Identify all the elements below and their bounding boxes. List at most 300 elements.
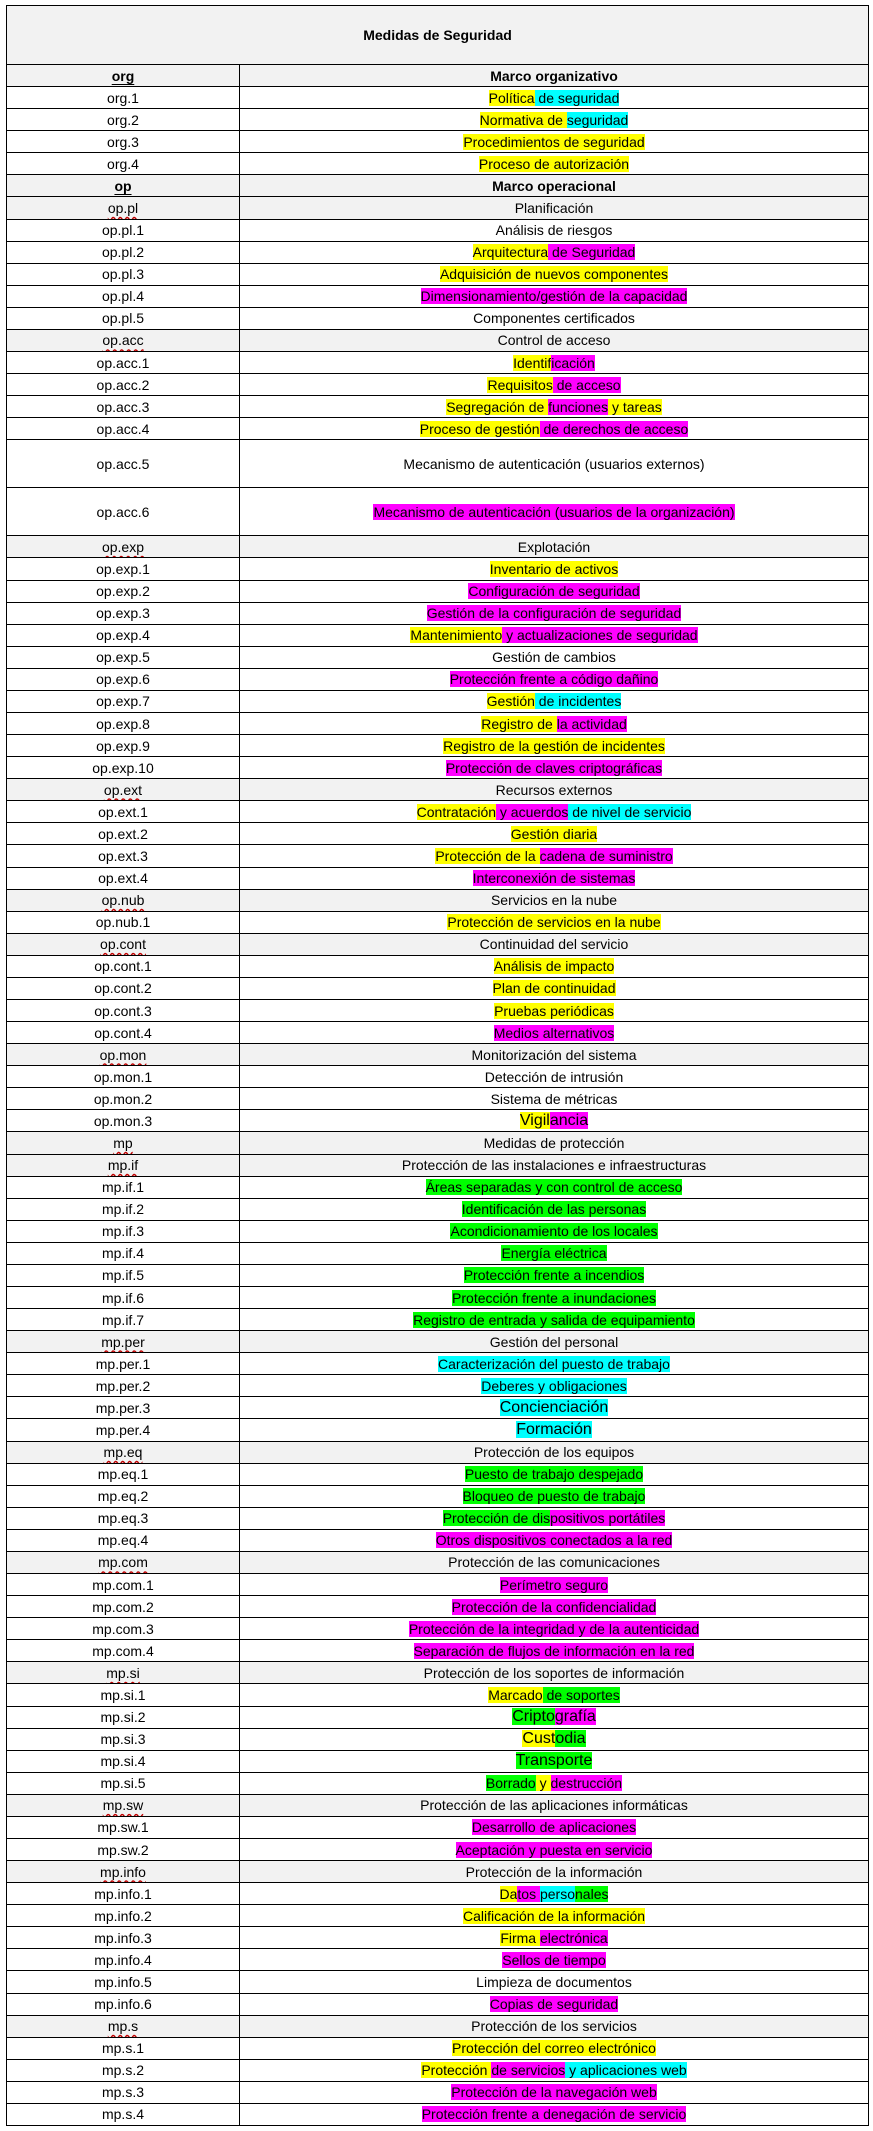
label-segment: y tareas (608, 398, 662, 415)
label-segment: Detección de intrusión (484, 1068, 624, 1085)
measure-code: op.pl.5 (7, 307, 240, 329)
measure-code: op.exp.7 (7, 690, 240, 712)
group-row (7, 1331, 869, 1353)
label-segment: Protección de la confidencialidad (451, 1598, 657, 1615)
measure-label (240, 955, 869, 977)
measure-code: mp.eq (7, 1441, 240, 1463)
label-segment: destrucción (550, 1775, 623, 1792)
measure-code: op.pl.2 (7, 241, 240, 263)
label-segment: Limpieza de documentos (476, 1973, 632, 1990)
label-segment: Continuidad del servicio (479, 936, 629, 953)
measure-row (7, 580, 869, 602)
measure-label (240, 1574, 869, 1596)
group-row (7, 1044, 869, 1066)
measure-code: mp.com.1 (7, 1574, 240, 1596)
measure-row (7, 1927, 869, 1949)
label-segment: Procedimientos de seguridad (463, 133, 645, 150)
measure-row (7, 1618, 869, 1640)
label-segment: Segregación de (446, 398, 549, 415)
measure-label (240, 1728, 869, 1750)
measure-label (240, 757, 869, 779)
label-segment: Registro de entrada y salida de equipamiento (413, 1311, 695, 1328)
measure-row (7, 1772, 869, 1794)
measure-code: mp.info.5 (7, 1971, 240, 1993)
label-segment: Protección de claves criptográficas (445, 759, 663, 776)
label-segment: Cripto (512, 1708, 555, 1726)
measure-label (240, 197, 869, 219)
measure-label (240, 1066, 869, 1088)
measure-code: mp.com.3 (7, 1618, 240, 1640)
label-segment: Calificación de la información (462, 1907, 646, 1924)
label-segment: electrónica (539, 1929, 608, 1946)
measure-row (7, 668, 869, 690)
measure-row (7, 1353, 869, 1375)
label-segment: Identif (513, 354, 552, 371)
label-segment: Configuración de seguridad (468, 583, 640, 600)
label-segment: Borrado (485, 1775, 536, 1792)
group-row (7, 1132, 869, 1154)
measure-code: mp.per (7, 1331, 240, 1353)
measure-label (240, 1706, 869, 1728)
measure-label (240, 1662, 869, 1684)
label-segment: de servicios (491, 2062, 566, 2079)
measure-code: mp.if (7, 1154, 240, 1176)
measure-label (240, 1485, 869, 1507)
label-segment: Formación (516, 1421, 592, 1439)
measure-row (7, 1242, 869, 1264)
measure-code: op.nub.1 (7, 911, 240, 933)
measure-code: op.ext.2 (7, 823, 240, 845)
measure-label (240, 1397, 869, 1419)
label-segment: Gestión de cambios (492, 649, 616, 666)
measure-row (7, 1684, 869, 1706)
measure-label (240, 668, 869, 690)
measure-row (7, 558, 869, 580)
measure-code: mp.s (7, 2015, 240, 2037)
security-measures-table (6, 5, 869, 2126)
group-row (7, 889, 869, 911)
measure-row (7, 1375, 869, 1397)
label-segment: de derechos de acceso (539, 420, 689, 437)
label-segment: Transporte (515, 1752, 593, 1770)
measure-row (7, 602, 869, 624)
measure-code: org.1 (7, 87, 240, 109)
measure-label (240, 1353, 869, 1375)
label-segment: Protección de dis (442, 1510, 551, 1527)
label-segment: tos (517, 1885, 540, 1902)
label-segment: Adquisición de nuevos componentes (439, 266, 669, 283)
group-row (7, 1441, 869, 1463)
measure-code: op.exp (7, 536, 240, 558)
measure-code: mp.eq.1 (7, 1463, 240, 1485)
measure-label (240, 1309, 869, 1331)
label-segment: Proceso de gestión (419, 420, 540, 437)
measure-code: mp.s.4 (7, 2103, 240, 2125)
measure-label (240, 1750, 869, 1772)
label-segment: Protección de la información (465, 1863, 643, 1880)
measure-code: op.acc (7, 329, 240, 351)
label-segment: nales (575, 1885, 609, 1902)
measure-label (240, 536, 869, 558)
measure-code: op.cont.4 (7, 1022, 240, 1044)
label-segment: Marco organizativo (490, 67, 618, 84)
title-row (7, 6, 869, 65)
measure-code: mp.info.1 (7, 1883, 240, 1905)
measure-code: op.cont.1 (7, 955, 240, 977)
measure-code: mp (7, 1132, 240, 1154)
measure-row (7, 1088, 869, 1110)
label-segment: de seguridad (534, 89, 620, 106)
measure-code: op.exp.10 (7, 757, 240, 779)
label-segment: Cust (522, 1730, 556, 1748)
measure-code: mp.si.3 (7, 1728, 240, 1750)
label-segment: Copias de seguridad (489, 1996, 619, 2013)
measure-label (240, 911, 869, 933)
measure-label (240, 2059, 869, 2081)
measure-code: op.mon.2 (7, 1088, 240, 1110)
measure-label (240, 977, 869, 999)
label-segment: Marco operacional (492, 177, 616, 194)
measure-row (7, 1397, 869, 1419)
measure-code: op.acc.2 (7, 374, 240, 396)
label-segment: Energía eléctrica (501, 1245, 607, 1262)
measure-code: op.acc.1 (7, 352, 240, 374)
measure-row (7, 1485, 869, 1507)
measure-label (240, 624, 869, 646)
measure-code: mp.if.7 (7, 1309, 240, 1331)
measure-row (7, 977, 869, 999)
label-segment: Planificación (514, 200, 594, 216)
measure-row (7, 109, 869, 131)
label-segment: Componentes certificados (473, 310, 635, 327)
label-segment: Pruebas periódicas (494, 1002, 614, 1019)
label-segment: Protección de la (435, 847, 540, 864)
measure-row (7, 396, 869, 418)
measure-code: op.pl (7, 197, 240, 219)
measure-label (240, 352, 869, 374)
measure-label (240, 801, 869, 823)
measure-code: op.pl.4 (7, 285, 240, 307)
measure-label (240, 1463, 869, 1485)
measure-code: op.mon.1 (7, 1066, 240, 1088)
measure-row (7, 1220, 869, 1242)
label-segment: Protección de servicios en la nube (447, 914, 661, 931)
measure-label (240, 1883, 869, 1905)
measure-label (240, 1375, 869, 1397)
measure-label (240, 307, 869, 329)
measure-code: mp.si.4 (7, 1750, 240, 1772)
measure-label (240, 2037, 869, 2059)
label-segment: Análisis de riesgos (495, 222, 613, 239)
measure-code: op.pl.3 (7, 263, 240, 285)
label-segment: Áreas separadas y con control de acceso (425, 1179, 683, 1196)
measure-label (240, 1242, 869, 1264)
measure-row (7, 1022, 869, 1044)
measure-label (240, 1772, 869, 1794)
measure-row (7, 1993, 869, 2015)
measure-label (240, 153, 869, 175)
label-segment: la actividad (556, 715, 627, 732)
label-segment: Medidas de protección (483, 1135, 625, 1151)
measure-row (7, 1838, 869, 1860)
measure-label (240, 1949, 869, 1971)
measure-label (240, 889, 869, 911)
measure-code: op.ext.1 (7, 801, 240, 823)
measure-label (240, 1993, 869, 2015)
measure-label (240, 845, 869, 867)
measure-code: op.exp.6 (7, 668, 240, 690)
measure-code: mp.s.2 (7, 2059, 240, 2081)
measure-code: mp.info (7, 1861, 240, 1883)
measure-row (7, 1750, 869, 1772)
measure-label (240, 1088, 869, 1110)
label-segment: Mecanismo de autenticación (usuarios de la organización) (373, 503, 735, 520)
label-segment: Mantenimiento (410, 627, 503, 644)
measure-row (7, 1066, 869, 1088)
label-segment: odia (555, 1730, 586, 1748)
measure-label (240, 285, 869, 307)
label-segment: Protección de los servicios (471, 2018, 637, 2035)
measure-label (240, 712, 869, 734)
measure-label (240, 933, 869, 955)
label-segment: Protección (421, 2062, 492, 2079)
measure-code: org (7, 65, 240, 87)
measure-code: mp.eq.4 (7, 1529, 240, 1551)
label-segment: de Seguridad (548, 244, 636, 261)
measure-label (240, 580, 869, 602)
measure-label (240, 646, 869, 668)
measure-label (240, 1684, 869, 1706)
measure-code: org.2 (7, 109, 240, 131)
measure-label (240, 1529, 869, 1551)
measure-code: mp.com.4 (7, 1640, 240, 1662)
measure-code: op.exp.4 (7, 624, 240, 646)
measure-label (240, 558, 869, 580)
label-segment: Recursos externos (495, 781, 613, 798)
measure-row (7, 1000, 869, 1022)
measure-row (7, 2081, 869, 2103)
label-segment: de soportes (542, 1686, 620, 1703)
measure-row (7, 911, 869, 933)
measure-label (240, 488, 869, 536)
label-segment: Medios alternativos (493, 1024, 615, 1041)
label-segment: Da (499, 1885, 518, 1902)
measure-code: mp.per.1 (7, 1353, 240, 1375)
measure-row (7, 1816, 869, 1838)
measure-row (7, 1198, 869, 1220)
label-segment: y (535, 1775, 551, 1792)
measure-code: mp.info.6 (7, 1993, 240, 2015)
measure-label (240, 1331, 869, 1353)
measure-label (240, 823, 869, 845)
measure-label (240, 1816, 869, 1838)
label-segment: Deberes y obligaciones (481, 1377, 627, 1394)
label-segment: Protección frente a incendios (463, 1267, 645, 1284)
measure-label (240, 65, 869, 87)
label-segment: Control de acceso (497, 332, 611, 349)
label-segment: Monitorización del sistema (471, 1046, 637, 1063)
label-segment: Gestión diaria (510, 825, 598, 842)
label-segment: Protección frente a inundaciones (452, 1289, 656, 1306)
measure-label (240, 1618, 869, 1640)
measure-label (240, 440, 869, 488)
label-segment: Concienciación (499, 1398, 609, 1416)
label-segment: de nivel de servicio (568, 803, 692, 820)
group-row (7, 933, 869, 955)
measure-row (7, 307, 869, 329)
measure-code: mp.per.4 (7, 1419, 240, 1441)
label-segment: Mecanismo de autenticación (usuarios externos) (403, 455, 705, 472)
measure-label (240, 374, 869, 396)
section-row (7, 65, 869, 87)
measure-code: op.acc.4 (7, 418, 240, 440)
measure-row (7, 2059, 869, 2081)
measure-row (7, 374, 869, 396)
measure-code: mp.info.2 (7, 1905, 240, 1927)
measure-label (240, 418, 869, 440)
measure-code: mp.per.2 (7, 1375, 240, 1397)
measure-row (7, 131, 869, 153)
measure-code: mp.if.4 (7, 1242, 240, 1264)
measure-code: mp.sw.1 (7, 1816, 240, 1838)
measure-label (240, 87, 869, 109)
measure-label (240, 1264, 869, 1286)
measure-code: op.mon.3 (7, 1110, 240, 1132)
measure-label (240, 867, 869, 889)
measure-row (7, 1110, 869, 1132)
label-segment: Otros dispositivos conectados a la red (435, 1532, 673, 1549)
label-segment: y aplicaciones web (565, 2062, 687, 2079)
measure-row (7, 285, 869, 307)
measure-label (240, 2015, 869, 2037)
measure-row (7, 646, 869, 668)
measure-label (240, 1507, 869, 1529)
measure-row (7, 263, 869, 285)
group-row (7, 1551, 869, 1573)
measure-code: mp.sw (7, 1794, 240, 1816)
label-segment: Plan de continuidad (492, 980, 616, 997)
measure-row (7, 1905, 869, 1927)
label-segment: Registro de la gestión de incidentes (443, 737, 665, 754)
measure-row (7, 690, 869, 712)
measure-row (7, 867, 869, 889)
measure-code: op.exp.3 (7, 602, 240, 624)
measure-row (7, 418, 869, 440)
label-segment: de acceso (552, 376, 621, 393)
measure-code: mp.s.1 (7, 2037, 240, 2059)
label-segment: Protección de las aplicaciones informáticas (420, 1797, 688, 1814)
measure-row (7, 352, 869, 374)
measure-label (240, 2103, 869, 2125)
measure-code: op (7, 175, 240, 197)
measure-code: op.cont.2 (7, 977, 240, 999)
label-segment: Separación de flujos de información en la red (413, 1642, 695, 1659)
measure-row (7, 823, 869, 845)
measure-row (7, 440, 869, 488)
measure-label (240, 1022, 869, 1044)
measure-code: op.exp.1 (7, 558, 240, 580)
measure-row (7, 1507, 869, 1529)
measure-code: op.exp.5 (7, 646, 240, 668)
group-row (7, 536, 869, 558)
measure-row (7, 219, 869, 241)
measure-label (240, 1220, 869, 1242)
label-segment: icación (551, 354, 595, 371)
measure-code: org.4 (7, 153, 240, 175)
measure-label (240, 1176, 869, 1198)
measure-row (7, 1264, 869, 1286)
label-segment: Bloqueo de puesto de trabajo (462, 1488, 646, 1505)
measure-code: mp.com (7, 1551, 240, 1573)
label-segment: y acuerdos (496, 803, 569, 820)
measure-label (240, 1044, 869, 1066)
measure-row (7, 1574, 869, 1596)
label-segment: seguridad (566, 111, 629, 128)
measure-label (240, 175, 869, 197)
measure-label (240, 396, 869, 418)
measure-code: op.exp.2 (7, 580, 240, 602)
label-segment: Vigil (519, 1111, 550, 1129)
label-segment: Interconexión de sistemas (472, 870, 636, 887)
measure-row (7, 624, 869, 646)
label-segment: Acondicionamiento de los locales (450, 1223, 658, 1240)
table-body (7, 6, 869, 2126)
group-row (7, 779, 869, 801)
measure-row (7, 488, 869, 536)
measure-row (7, 735, 869, 757)
measure-row (7, 712, 869, 734)
measure-code: mp.si.1 (7, 1684, 240, 1706)
label-segment: Protección de los equipos (473, 1444, 635, 1461)
label-segment: ancia (549, 1111, 589, 1129)
measure-row (7, 1728, 869, 1750)
measure-code: op.ext.3 (7, 845, 240, 867)
measure-row (7, 1176, 869, 1198)
measure-code: op.exp.9 (7, 735, 240, 757)
measure-label (240, 602, 869, 624)
measure-code: mp.if.6 (7, 1287, 240, 1309)
measure-label (240, 1441, 869, 1463)
measure-row (7, 801, 869, 823)
measure-label (240, 1198, 869, 1220)
label-segment: Sellos de tiempo (502, 1951, 606, 1968)
measure-code: mp.info.3 (7, 1927, 240, 1949)
label-segment: Explotación (517, 538, 591, 555)
measure-row (7, 87, 869, 109)
label-segment: Perímetro seguro (499, 1576, 609, 1593)
measure-label (240, 109, 869, 131)
measure-label (240, 1419, 869, 1441)
measure-label (240, 1110, 869, 1132)
label-segment: Arquitectura (472, 244, 549, 261)
label-segment: Inventario de activos (489, 560, 619, 577)
measure-code: mp.if.5 (7, 1264, 240, 1286)
measure-label (240, 1838, 869, 1860)
measure-code: op.exp.8 (7, 712, 240, 734)
label-segment: Protección del correo electrónico (452, 2040, 656, 2057)
measure-code: mp.if.2 (7, 1198, 240, 1220)
measure-label (240, 1551, 869, 1573)
label-segment: Gestión (486, 693, 535, 710)
measure-label (240, 219, 869, 241)
measure-code: op.cont.3 (7, 1000, 240, 1022)
measure-code: mp.si (7, 1662, 240, 1684)
measure-code: org.3 (7, 131, 240, 153)
measure-label (240, 131, 869, 153)
label-segment: Protección de las instalaciones e infraestructuras (401, 1157, 707, 1174)
group-row (7, 2015, 869, 2037)
label-segment: Protección de las comunicaciones (448, 1554, 660, 1571)
